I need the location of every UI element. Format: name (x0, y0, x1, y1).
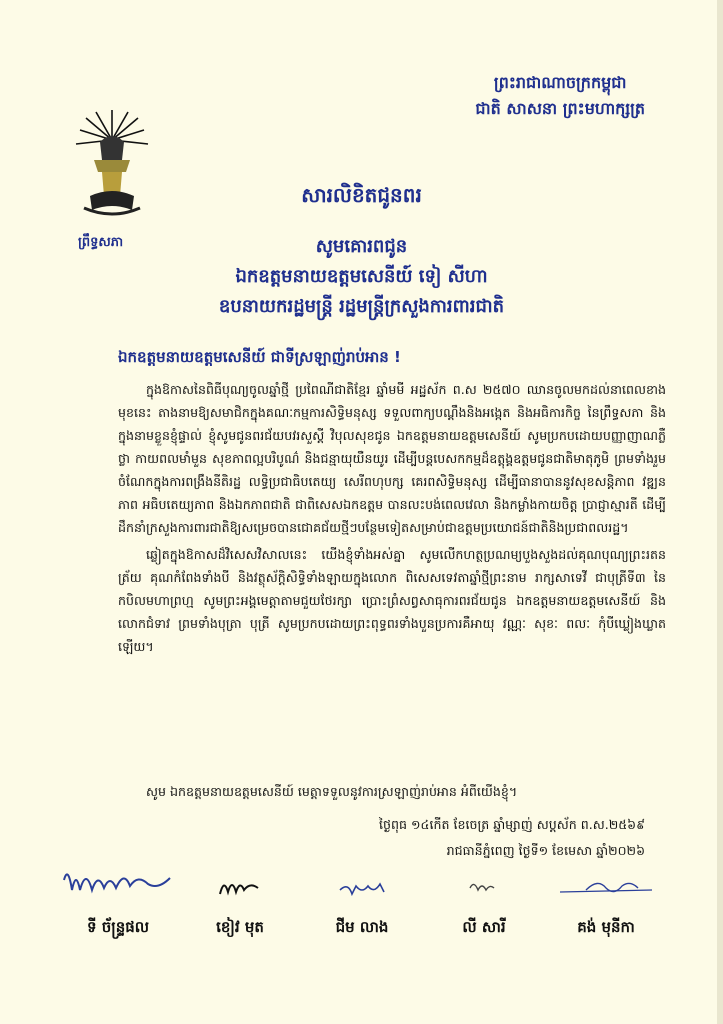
signature-block (302, 860, 422, 940)
signature-mark (546, 860, 666, 910)
letter-title: សារលិខិតជូនពរ (301, 183, 422, 207)
signatory-name: ខៀវ មុត (216, 918, 264, 936)
page-edge (717, 0, 723, 1024)
signatory-name: លី សារី (462, 918, 506, 936)
signature-row (58, 860, 678, 970)
letter-body (118, 378, 666, 658)
national-motto (475, 70, 645, 122)
body-paragraph: ក្នុងឱកាសនៃពិធីបុណ្យចូលឆ្នាំថ្មី ប្រពៃណីជាតិខ្មែរ ឆ្នាំមមី អដ្ឋស័ក ព.ស ២៥៧០ ឈានចូលមកដល់នាពេលខាងមុខនេះ តាងនាមឱ្យសមាជិកក្នុងគណៈកម្មការសិទ្ធិមនុស្ស ទទួលពាក្យបណ្តឹងនិងអង្កេត និងអធិការកិច្ច នៃព្រឹទ្ធសភា និងក្នុងនាមខ្លួនខ្ញុំផ្ទាល់ ខ្ញុំសូមជូនពរជ័យបវរសួស្តី វិបុលសុខជូន ឯកឧត្តមនាយឧត្តមសេនីយ៍ សូមប្រកបដោយបញ្ញាញាណភ្លឺថ្លា កាយពលមាំមួន សុខភាពល្អបរិបូណ៌ និងជន្មាយុយឺនយូរ ដើម្បីបន្តបេសកកម្មដ៏ឧត្តុង្គឧត្តមជូនជាតិមាតុភូមិ ព្រមទាំងរួមចំណែកក្នុងការពង្រឹងនីតិរដ្ឋ លទ្ធិប្រជាធិបតេយ្យ សេរីពហុបក្ស គេរពសិទ្ធិមនុស្ស ដើម្បីធានាបាននូវសុខសន្តិភាព វឌ្ឍនភាព អធិបតេយ្យភាព និងឯកភាពជាតិ ជាពិសេសឯកឧត្តម បានលះបង់ពេលវេលា និងកម្លាំងកាយចិត្ត ប្រាជ្ញាស្មារតី ដើម្បីដឹកនាំក្រសួងការពារជាតិឱ្យសម្រេចបានជោគជ័យថ្មីៗបន្ថែមទៀតសម្រាប់ជាឧត្តមប្រយោជន៍ជាតិនិងប្រជាពលរដ្ឋ។ (118, 382, 666, 535)
addressee-greeting: សូមគោរពជូន (315, 236, 408, 257)
signature-mark (424, 860, 544, 910)
addressee-name: ឯកឧត្តមនាយឧត្តមសេនីយ៍ ទៀ សីហា (235, 266, 488, 287)
date-solar: រាជធានីភ្នំពេញ ថ្ងៃទី១ ខែមេសា ឆ្នាំ២០២៦ (446, 843, 645, 858)
motto-line-nation: ជាតិ សាសនា ព្រះមហាក្សត្រ (475, 99, 645, 118)
date-lunar: ថ្ងៃពុធ ១៤កើត ខែចេត្រ ឆ្នាំម្សាញ់ សប្តស័ក ព.ស.២៥៦៩ (379, 817, 645, 832)
signatory-name: គង់ មុនីកា (577, 918, 635, 936)
signature-mark (180, 860, 300, 910)
signatory-name: ជីម លាង (335, 918, 389, 936)
motto-line-kingdom: ព្រះរាជាណាចក្រកម្ពុជា (493, 73, 627, 92)
closing-line: សូម ឯកឧត្តមនាយឧត្តមសេនីយ៍ មេត្តាទទួលនូវការស្រឡាញ់រាប់អាន អំពីយើងខ្ញុំ។ (146, 784, 518, 799)
addressee-position: ឧបនាយករដ្ឋមន្ត្រី រដ្ឋមន្ត្រីក្រសួងការពារជាតិ (218, 296, 505, 317)
emblem-label: ព្រឹទ្ធសភា (78, 235, 124, 250)
salutation: ឯកឧត្តមនាយឧត្តមសេនីយ៍ ជាទីស្រឡាញ់រាប់អាន ! (118, 348, 401, 366)
signature-block (58, 860, 178, 940)
body-paragraph: ឆ្លៀតក្នុងឱកាសដ៏វិសេសវិសាលនេះ យើងខ្ញុំទាំងអស់គ្នា សូមលើកហត្ថប្រណម្យបួងសួងដល់គុណបុណ្យព្រះរតនត្រ័យ គុណកំពែងទាំងបី និងវត្ថុស័ក្តិសិទ្ធិទាំងឡាយក្នុងលោក ពិសេសទេវតាឆ្នាំថ្មីព្រះនាម រាក្សសាទេវី ជាបុត្រីទី៣ នៃកបិលមហាព្រហ្ម សូមព្រះអង្គមេត្តាតាមជួយថែរក្សា ប្រោះព្រំសព្វសាធុការពរជ័យជូន ឯកឧត្តមនាយឧត្តមសេនីយ៍ និង លោកជំទាវ ព្រមទាំងបុត្រា បុត្រី សូមប្រកបដោយព្រះពុទ្ធពរទាំងបួនប្រការគឺអាយុ វណ្ណៈ សុខៈ ពលៈ កុំបីឃ្លៀងឃ្លាតឡើយ។ (118, 547, 666, 654)
signature-block (424, 860, 544, 940)
signature-mark (302, 860, 422, 910)
signature-mark (58, 860, 178, 910)
date-block (379, 812, 645, 864)
signature-block (546, 860, 666, 940)
signatory-name: ទី ច័ន្ទ្រផល (86, 918, 150, 936)
addressee-block (0, 232, 723, 322)
signature-block (180, 860, 300, 940)
